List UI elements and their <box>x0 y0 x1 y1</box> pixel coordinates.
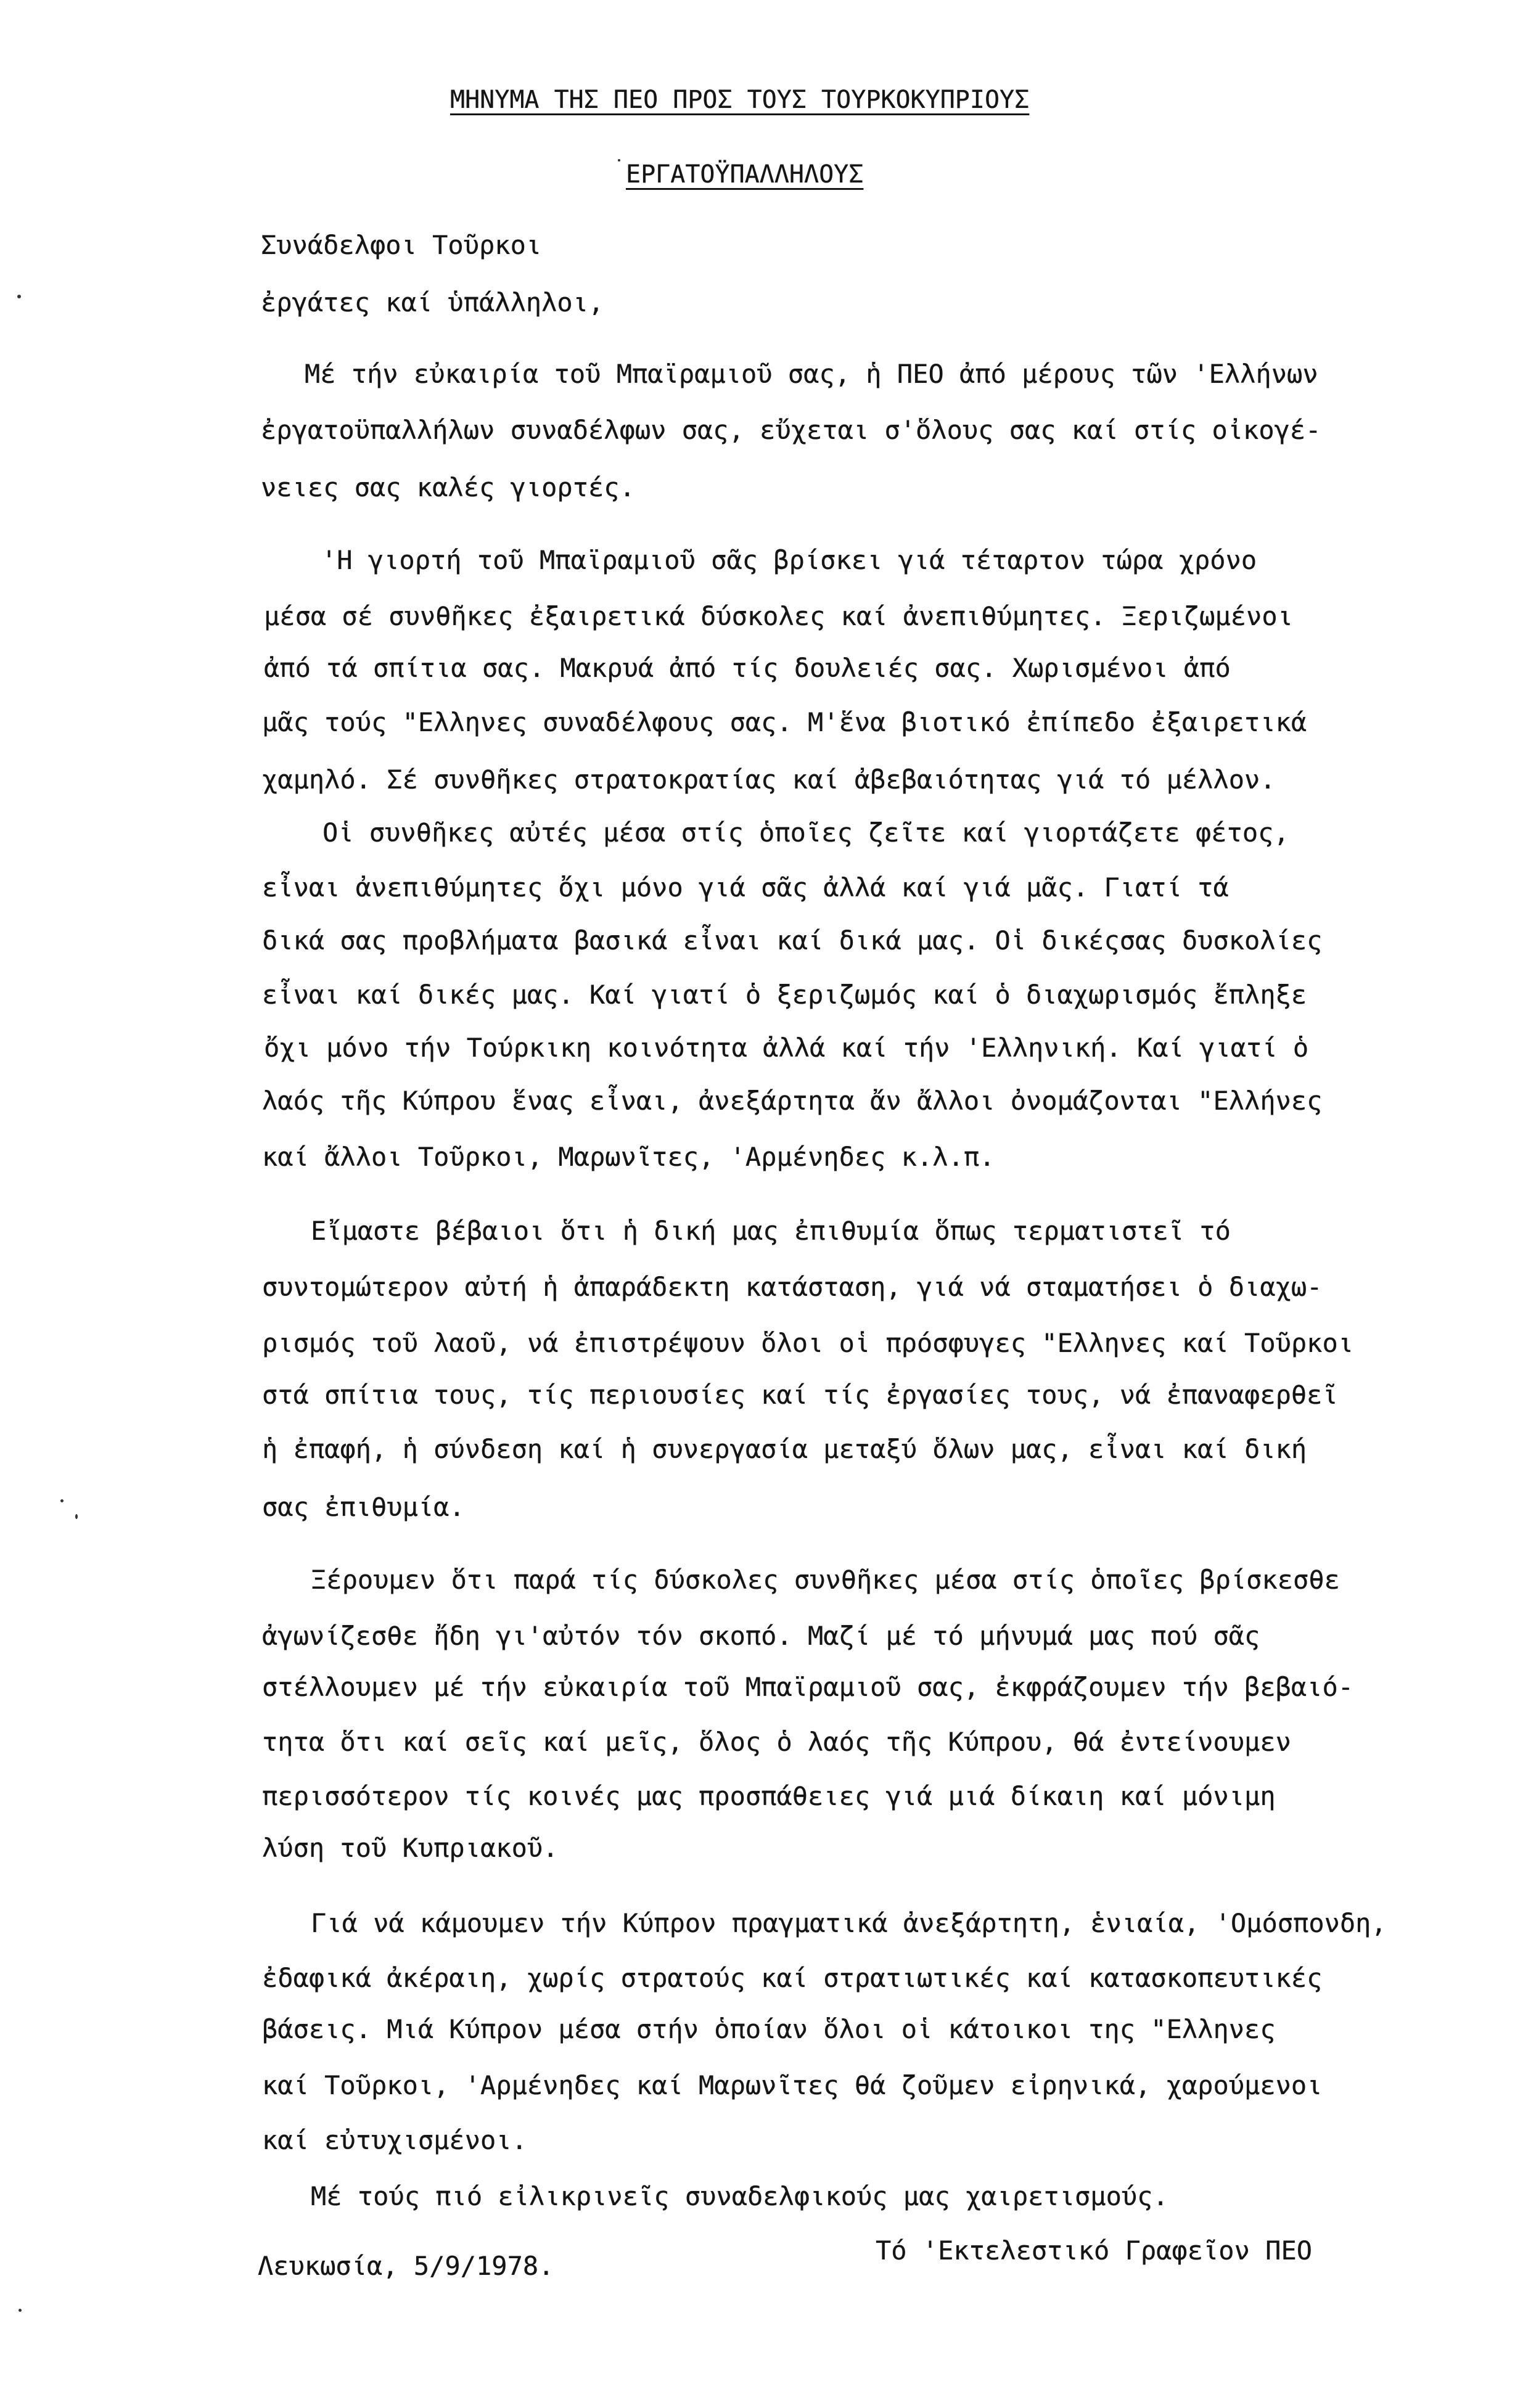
scan-speck <box>17 295 21 298</box>
paragraph-line: σας ἐπιθυμία. <box>262 1492 465 1522</box>
paragraph-line: Γιά νά κάμουμεν τήν Κύπρον πραγματικά ἀνεξάρτητη, ἑνιαία, 'Ομόσπονδη, <box>311 1908 1387 1938</box>
paragraph-line: εἶναι καί δικές μας. Καί γιατί ὁ ξεριζωμός καί ὁ διαχωρισμός ἔπληξε <box>262 980 1307 1010</box>
closing-line: Μέ τούς πιό εἰλικρινεῖς συναδελφικούς μας χαιρετισμούς. <box>311 2181 1168 2211</box>
paragraph-line: καί εὐτυχισμένοι. <box>262 2125 527 2155</box>
salutation-line: Συνάδελφοι Τοῦρκοι <box>261 230 542 260</box>
paragraph-line: ρισμός τοῦ λαοῦ, νά ἐπιστρέψουν ὅλοι οἱ πρόσφυγες "Ελληνες καί Τοῦρκοι <box>262 1328 1354 1358</box>
paragraph-line: χαμηλό. Σέ συνθῆκες στρατοκρατίας καί ἀβεβαιότητας γιά τό μέλλον. <box>262 764 1276 795</box>
paragraph-line: βάσεις. Μιά Κύπρον μέσα στήν ὁποίαν ὅλοι οἱ κάτοικοι της "Ελληνες <box>262 2014 1276 2044</box>
place-date: Λευκωσία, 5/9/1978. <box>258 2251 554 2281</box>
paragraph-line: Μέ τήν εὐκαιρία τοῦ Μπαϊραμιοῦ σας, ἡ ΠΕΟ ἀπό μέρους τῶν 'Ελλήνων <box>305 359 1318 389</box>
paragraph-line: νειες σας καλές γιορτές. <box>261 472 635 502</box>
paragraph-line: μέσα σέ συνθῆκες ἐξαιρετικά δύσκολες καί ἀνεπιθύμητες. Ξεριζωμένοι <box>264 601 1293 631</box>
paragraph-line: Ξέρουμεν ὅτι παρά τίς δύσκολες συνθῆκες μέσα στίς ὁποῖες βρίσκεσθε <box>311 1565 1340 1595</box>
paragraph-line: λύση τοῦ Κυπριακοῦ. <box>262 1833 559 1863</box>
paragraph-line: λαός τῆς Κύπρου ἕνας εἶναι, ἀνεξάρτητα ἄν ἄλλοι ὀνομάζονται "Ελλήνες <box>262 1086 1323 1116</box>
paragraph-line: ἡ ἐπαφή, ἡ σύνδεση καί ἡ συνεργασία μεταξύ ὅλων μας, εἶναι καί δική <box>262 1434 1307 1464</box>
paragraph-line: ἐδαφικά ἀκέραιη, χωρίς στρατούς καί στρατιωτικές καί κατασκοπευτικές <box>262 1963 1323 1993</box>
paragraph-line: στά σπίτια τους, τίς περιουσίες καί τίς ἐργασίες τους, νά ἐπαναφερθεῖ <box>262 1380 1338 1410</box>
scan-speck <box>618 159 620 162</box>
paragraph-line: στέλλουμεν μέ τήν εὐκαιρία τοῦ Μπαϊραμιοῦ σας, ἐκφράζουμεν τήν βεβαιό- <box>262 1672 1354 1702</box>
paragraph-line: ἀγωνίζεσθε ἤδη γι'αὐτόν τόν σκοπό. Μαζί μέ τό μήνυμά μας πού σᾶς <box>262 1621 1260 1651</box>
signature: Τό 'Εκτελεστικό Γραφεῖον ΠΕΟ <box>876 2235 1313 2266</box>
paragraph-line: ἀπό τά σπίτια σας. Μακρυά ἀπό τίς δουλειές σας. Χωρισμένοι ἀπό <box>264 653 1231 683</box>
scan-speck <box>60 1499 64 1502</box>
paragraph-line: 'Η γιορτή τοῦ Μπαϊραμιοῦ σᾶς βρίσκει γιά τέταρτον τώρα χρόνο <box>321 545 1257 575</box>
scan-speck <box>18 2309 22 2312</box>
paragraph-line: περισσότερον τίς κοινές μας προσπάθειες γιά μιά δίκαιη καί μόνιμη <box>262 1781 1276 1811</box>
paragraph-line: Εἴμαστε βέβαιοι ὅτι ἡ δική μας ἐπιθυμία ὅπως τερματιστεῖ τό <box>311 1216 1231 1246</box>
scan-speck <box>75 1514 78 1519</box>
paragraph-line: Οἱ συνθῆκες αὐτές μέσα στίς ὁποῖες ζεῖτε καί γιορτάζετε φέτος, <box>322 817 1289 848</box>
paragraph-line: τητα ὅτι καί σεῖς καί μεῖς, ὅλος ὁ λαός τῆς Κύπρου, θά ἐντείνουμεν <box>262 1727 1291 1757</box>
paragraph-line: ἐργατοϋπαλλήλων συναδέλφων σας, εὔχεται σ'ὅλους σας καί στίς οἰκογέ- <box>261 415 1321 445</box>
paragraph-line: εἶναι ἀνεπιθύμητες ὄχι μόνο γιά σᾶς ἀλλά καί γιά μᾶς. Γιατί τά <box>262 872 1229 903</box>
paragraph-line: συντομώτερον αὐτή ἡ ἀπαράδεκτη κατάσταση, γιά νά σταματήσει ὁ διαχω- <box>262 1272 1323 1302</box>
paragraph-line: μᾶς τούς "Ελληνες συναδέλφους σας. Μ'ἕνα βιοτικό ἐπίπεδο ἐξαιρετικά <box>262 707 1307 737</box>
salutation-line: ἐργάτες καί ὑπάλληλοι, <box>261 287 604 317</box>
paragraph-line: καί ἄλλοι Τοῦρκοι, Μαρωνῖτες, 'Αρμένηδες κ.λ.π. <box>262 1142 995 1172</box>
title-line: ΜΗΝΥΜΑ ΤΗΣ ΠΕΟ ΠΡΟΣ ΤΟΥΣ ΤΟΥΡΚΟΚΥΠΡΙΟΥΣ <box>450 86 1030 114</box>
title-line: ΕΡΓΑΤΟΫΠΑΛΛΗΛΟΥΣ <box>626 160 864 189</box>
paragraph-line: καί Τοῦρκοι, 'Αρμένηδες καί Μαρωνῖτες θά ζοῦμεν εἰρηνικά, χαρούμενοι <box>262 2070 1323 2100</box>
paragraph-line: ὄχι μόνο τήν Τούρκικη κοινότητα ἀλλά καί τήν 'Ελληνική. Καί γιατί ὁ <box>264 1033 1309 1063</box>
paragraph-line: δικά σας προβλήματα βασικά εἶναι καί δικά μας. Οἱ δικέςσας δυσκολίες <box>262 925 1323 956</box>
